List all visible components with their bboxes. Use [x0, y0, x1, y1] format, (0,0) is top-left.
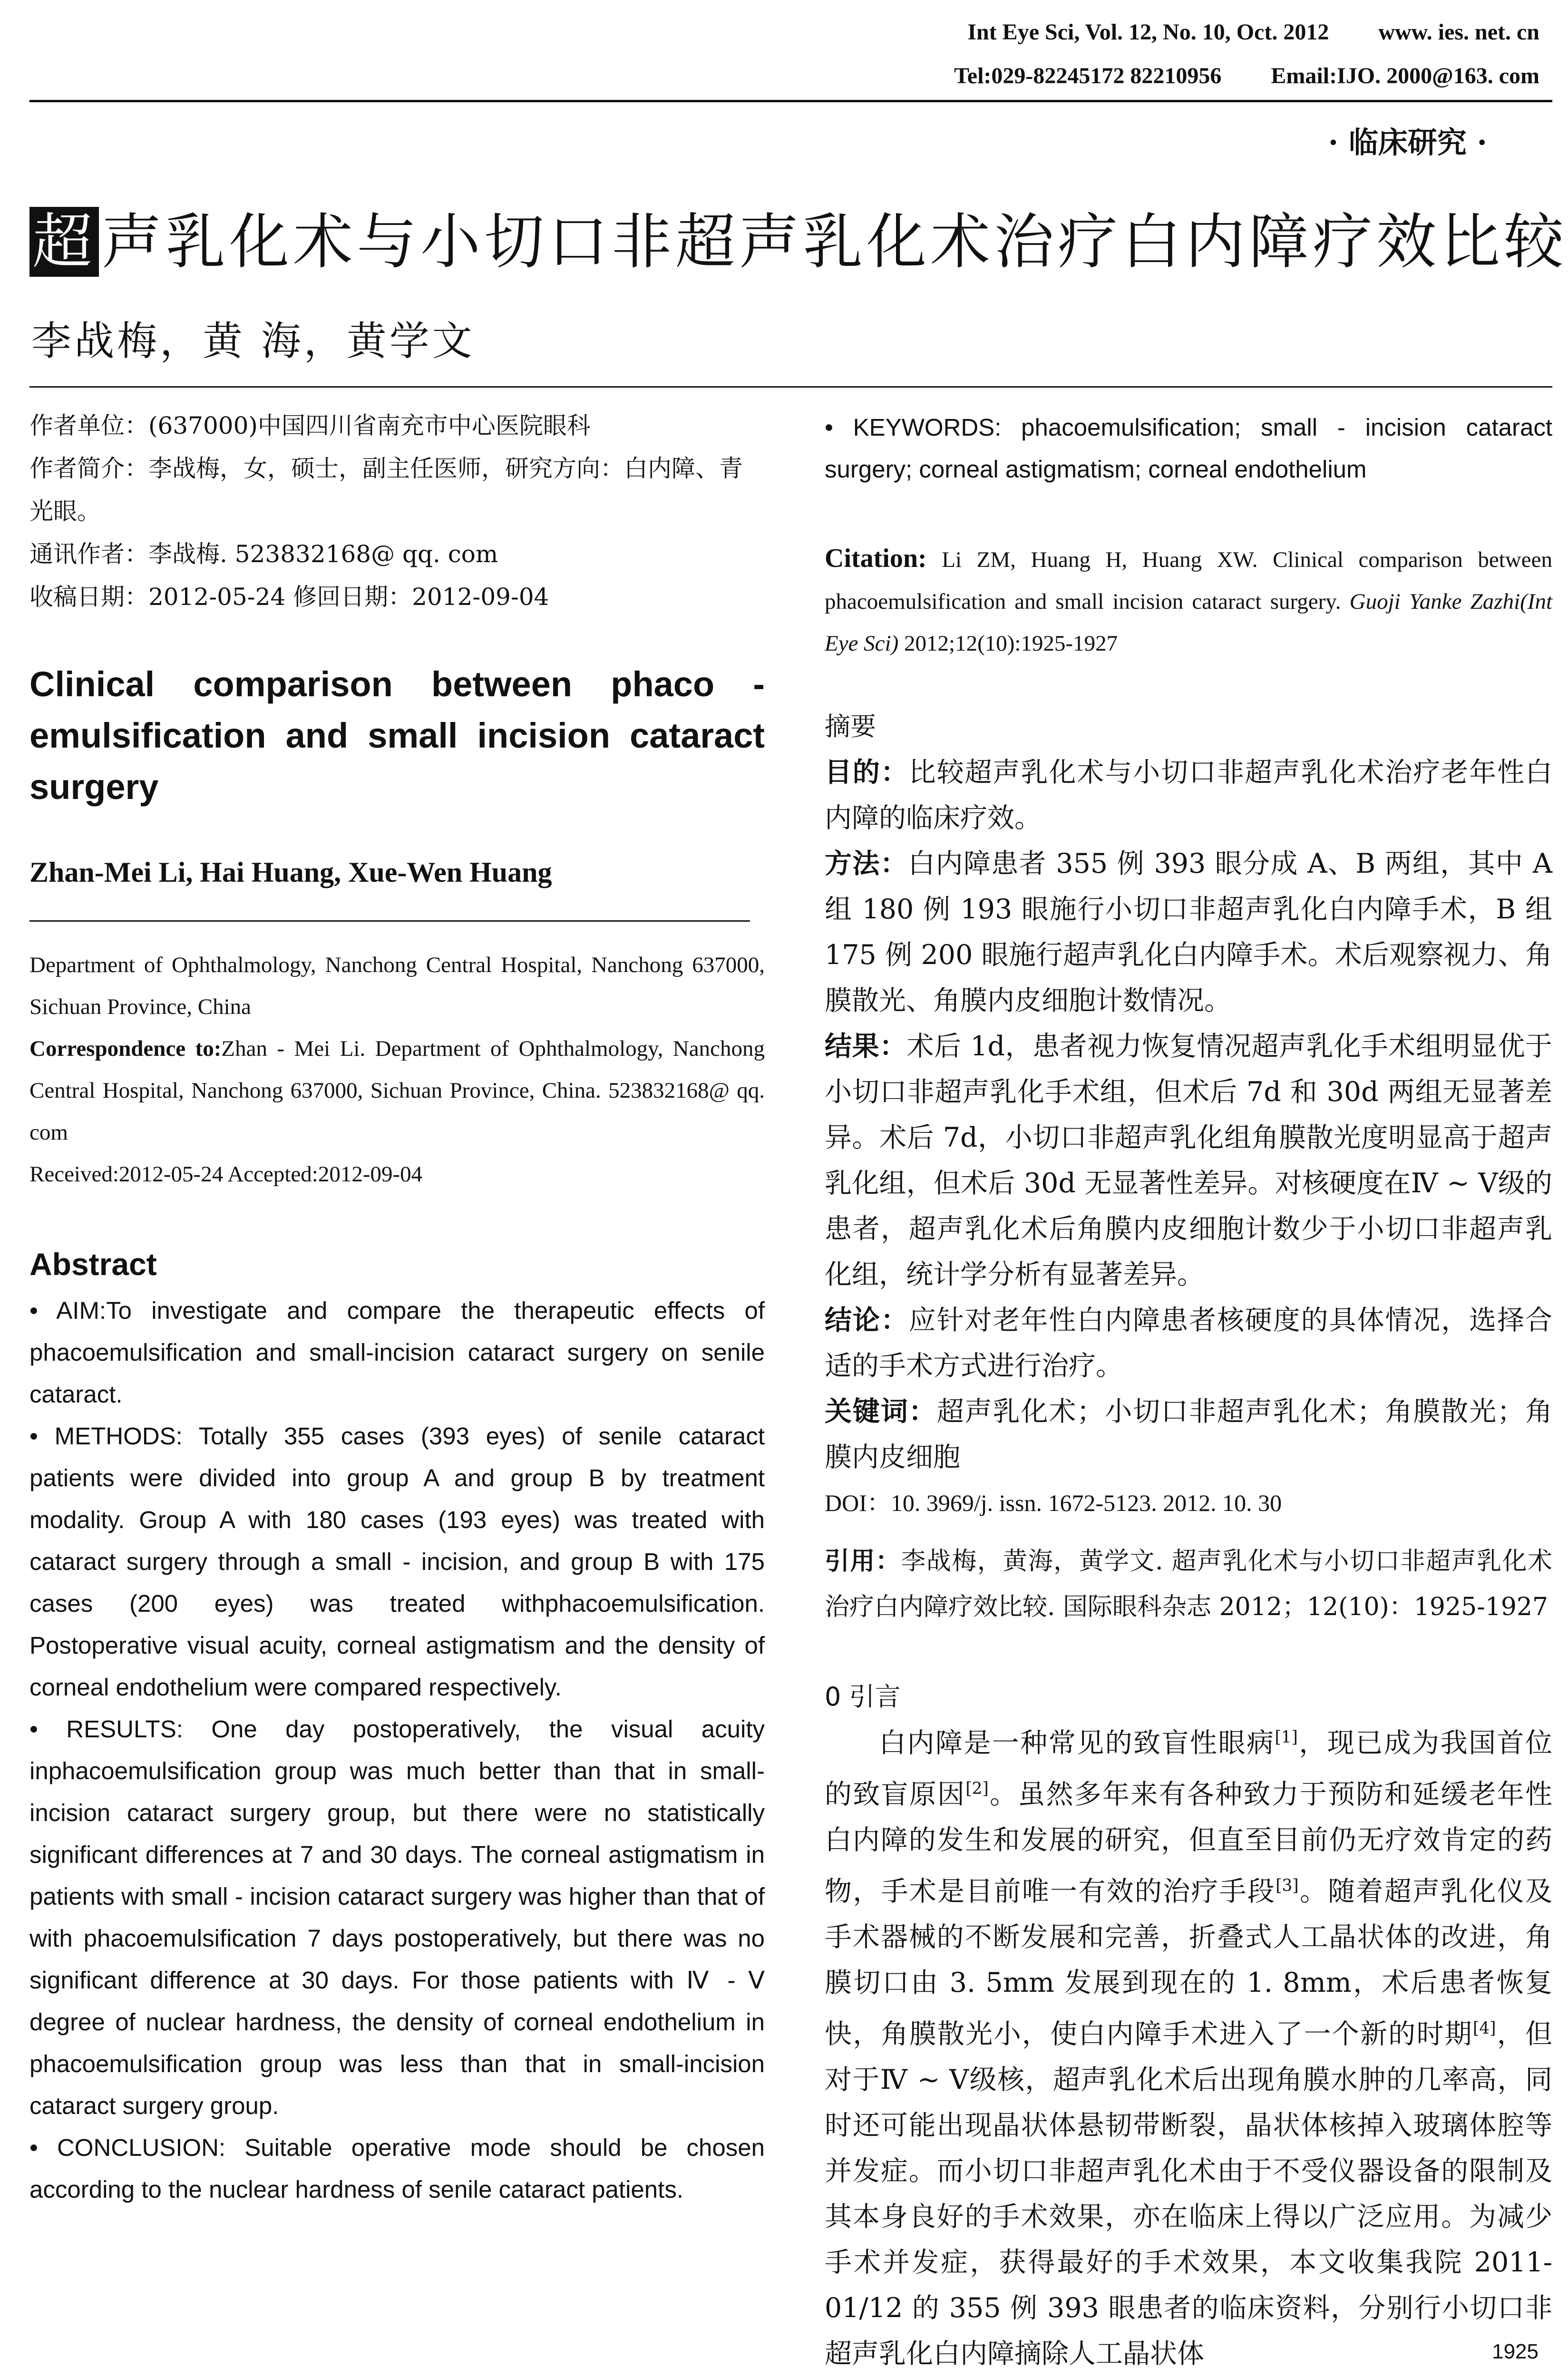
- citation-block: [825, 537, 1552, 664]
- cn-aim: [825, 750, 1552, 841]
- affiliation-block: [29, 944, 765, 1195]
- citation-text: Li ZM, Huang H, Huang XW. Clinical comparison between phacoemulsification and small incision cataract surgery.: [825, 547, 1552, 614]
- journal-email[interactable]: Email:IJO. 2000@163. com: [1271, 63, 1539, 88]
- cn-conclusion-text: 应针对老年性白内障患者核硬度的具体情况，选择合适的手术方式进行治疗。: [825, 1305, 1553, 1382]
- journal-website[interactable]: www. ies. net. cn: [1378, 19, 1539, 45]
- intro-paragraph: [825, 1715, 1552, 2377]
- cn-aim-label: 目的：: [825, 757, 909, 788]
- cn-conclusion: [825, 1297, 1552, 1389]
- cn-method-text: 白内障患者 355 例 393 眼分成 A、B 两组，其中 A 组 180 例 193 眼施行小切口非超声乳化白内障手术，B 组 175 例 200 眼施行超声乳化白内障手术。术后观察视力、角膜散光、角膜内皮细胞计数情况。: [825, 848, 1553, 1016]
- section-tag: · 临床研究 ·: [1328, 125, 1487, 160]
- cn-citation: [825, 1539, 1552, 1630]
- keywords-en: • KEYWORDS: phacoemulsification; small - incision cataract surgery; corneal astigmatism; corneal endothelium: [825, 414, 1552, 483]
- abstract-heading: Abstract: [29, 1247, 157, 1282]
- authors-rule: [29, 920, 750, 922]
- citation-journal: Guoji Yanke Zazhi(Int Eye Sci): [825, 589, 1553, 656]
- intro-text-e: ，但对于Ⅳ ~ Ⅴ级核，超声乳化术后出现角膜水肿的几率高，同时还可能出现晶状体悬韧带断裂，晶状体核掉入玻璃体腔等并发症。而小切口非超声乳化术由于不受仪器设备的限制及其本身良好的手术效果，亦在临床上得以广泛应用。为减少手术并发症，获得最好的手术效果，本文收集我院 2011-01/12 的 355 例 393 眼患者的临床资料，分别行小切口非超声乳化白内障摘除人工晶状体: [825, 2018, 1553, 2369]
- title-first-char: 超: [29, 207, 99, 277]
- received-accepted: Received:2012-05-24 Accepted:2012-09-04: [29, 1162, 423, 1187]
- cn-conclusion-label: 结论：: [825, 1305, 909, 1336]
- correspondence: [29, 1028, 765, 1153]
- cn-result-text: 术后 1d，患者视力恢复情况超声乳化手术组明显优于小切口非超声乳化手术组，但术后 7d 和 30d 两组无显著差异。术后 7d，小切口非超声乳化组角膜散光度明显高于超声乳化组，但术后 30d 无显著性差异。对核硬度在Ⅳ ~ Ⅴ级的患者，超声乳化术后角膜内皮细胞计数少于小切口非超声乳化组，统计学分析有显著差异。: [825, 1031, 1553, 1290]
- abstract-results: • RESULTS: One day postoperatively, the visual acuity inphacoemulsification group was much better than that in small-incision cataract surgery group, but there were no statistically significant differences at 7 and 30 days. The corneal astigmatism in patients with small - incision cataract surgery was higher than that of with phacoemulsification 7 days postoperatively, but there was no significant difference at 30 days. For those patients with Ⅳ - Ⅴ degree of nuclear hardness, the density of corneal endothelium in phacoemulsification group was less than that in small-incision cataract surgery group.: [29, 1715, 765, 2119]
- citation-label: Citation:: [825, 544, 927, 573]
- affiliation: Department of Ophthalmology, Nanchong Central Hospital, Nanchong 637000, Sichuan Province, China: [29, 953, 765, 1019]
- corresponding-author: 通讯作者：李战梅. 523832168@ qq. com: [29, 540, 498, 568]
- citation-tail: 2012;12(10):1925-1927: [898, 631, 1118, 656]
- header-rule: [29, 100, 1552, 102]
- journal-header-line2: [954, 63, 1539, 89]
- intro-body: [825, 1715, 1552, 2377]
- author-unit: 作者单位：(637000)中国四川省南充市中心医院眼科: [29, 412, 591, 439]
- cn-citation-text: 李战梅，黄海，黄学文. 超声乳化术与小切口非超声乳化术治疗白内障疗效比较. 国际眼科杂志 2012；12(10)：1925-1927: [825, 1547, 1552, 1621]
- cn-keywords-text: 超声乳化术；小切口非超声乳化术；角膜散光；角膜内皮细胞: [825, 1396, 1553, 1473]
- title-rest: 声乳化术与小切口非超声乳化术治疗白内障疗效比较: [102, 207, 1568, 277]
- intro-heading: 0 引言: [825, 1682, 901, 1712]
- article-title-cn: [29, 194, 1568, 280]
- authors-cn: 李战梅，黄 海，黄学文: [31, 318, 475, 364]
- cn-citation-label: 引用：: [825, 1547, 901, 1576]
- doi[interactable]: DOI：10. 3969/j. issn. 1672-5123. 2012. 10. 30: [825, 1490, 1282, 1516]
- ref-1[interactable]: [1]: [1275, 1728, 1298, 1747]
- cn-keywords-label: 关键词：: [825, 1396, 937, 1427]
- cn-meta-block: [29, 404, 765, 618]
- cn-result: [825, 1023, 1552, 1297]
- page-number: 1925: [1492, 2340, 1539, 2363]
- journal-tel: Tel:029-82245172 82210956: [954, 63, 1222, 88]
- correspondence-text: Zhan - Mei Li. Department of Ophthalmology, Nanchong Central Hospital, Nanchong 637000, Sichuan Province, China. 523832168@ qq. com: [29, 1036, 765, 1145]
- journal-header-line1: [967, 19, 1539, 45]
- cn-aim-text: 比较超声乳化术与小切口非超声乳化术治疗老年性白内障的临床疗效。: [825, 757, 1553, 834]
- title-rule: [29, 386, 1552, 388]
- correspondence-label: Correspondence to:: [29, 1036, 222, 1061]
- cn-keywords: [825, 1389, 1552, 1480]
- cn-result-label: 结果：: [825, 1031, 907, 1062]
- intro-text-a: 白内障是一种常见的致盲性眼病: [879, 1727, 1275, 1759]
- intro-text-b: ，现已成为我国首位的致盲原因: [825, 1727, 1553, 1810]
- abstract-aim: • AIM:To investigate and compare the therapeutic effects of phacoemulsification and small-incision cataract surgery on senile cataract.: [29, 1297, 765, 1408]
- intro-text-d: 。随着超声乳化仪及手术器械的不断发展和完善，折叠式人工晶状体的改进，角膜切口由 3. 5mm 发展到现在的 1. 8mm，术后患者恢复快，角膜散光小，使白内障手术进入了一个新的时期: [825, 1876, 1553, 2050]
- cn-abstract: [825, 704, 1552, 1526]
- intro-text-c: 。虽然多年来有各种致力于预防和延缓老年性白内障的发生和发展的研究，但直至目前仍无疗效肯定的药物，手术是目前唯一有效的治疗手段: [825, 1779, 1552, 1907]
- cn-abstract-heading: 摘要: [825, 711, 876, 741]
- authors-en: Zhan-Mei Li, Hai Huang, Xue-Wen Huang: [29, 857, 552, 888]
- received-dates-cn: 收稿日期：2012-05-24 修回日期：2012-09-04: [29, 583, 549, 611]
- journal-citation: Int Eye Sci, Vol. 12, No. 10, Oct. 2012: [967, 19, 1329, 45]
- article-title-en: Clinical comparison between phaco - emulsification and small incision cataract surgery: [29, 664, 765, 807]
- abstract-methods: • METHODS: Totally 355 cases (393 eyes) of senile cataract patients were divided into group A and group B by treatment modality. Group A with 180 cases (193 eyes) was treated with cataract surgery through a small - incision, and group B with 175 cases (200 eyes) was treated withphacoemulsification. Postoperative visual acuity, corneal astigmatism and the density of corneal endothelium were compared respectively.: [29, 1422, 765, 1701]
- cn-method-label: 方法：: [825, 848, 908, 879]
- ref-4[interactable]: [4]: [1473, 2019, 1496, 2038]
- ref-3[interactable]: [3]: [1276, 1876, 1299, 1895]
- ref-2[interactable]: [2]: [965, 1779, 989, 1798]
- author-intro: 作者简介：李战梅，女，硕士，副主任医师，研究方向：白内障、青光眼。: [29, 455, 743, 525]
- cn-method: [825, 841, 1552, 1023]
- abstract-conclusion: • CONCLUSION: Suitable operative mode should be chosen according to the nuclear hardness of senile cataract patients.: [29, 2134, 765, 2203]
- abstract-body: [29, 1290, 765, 2211]
